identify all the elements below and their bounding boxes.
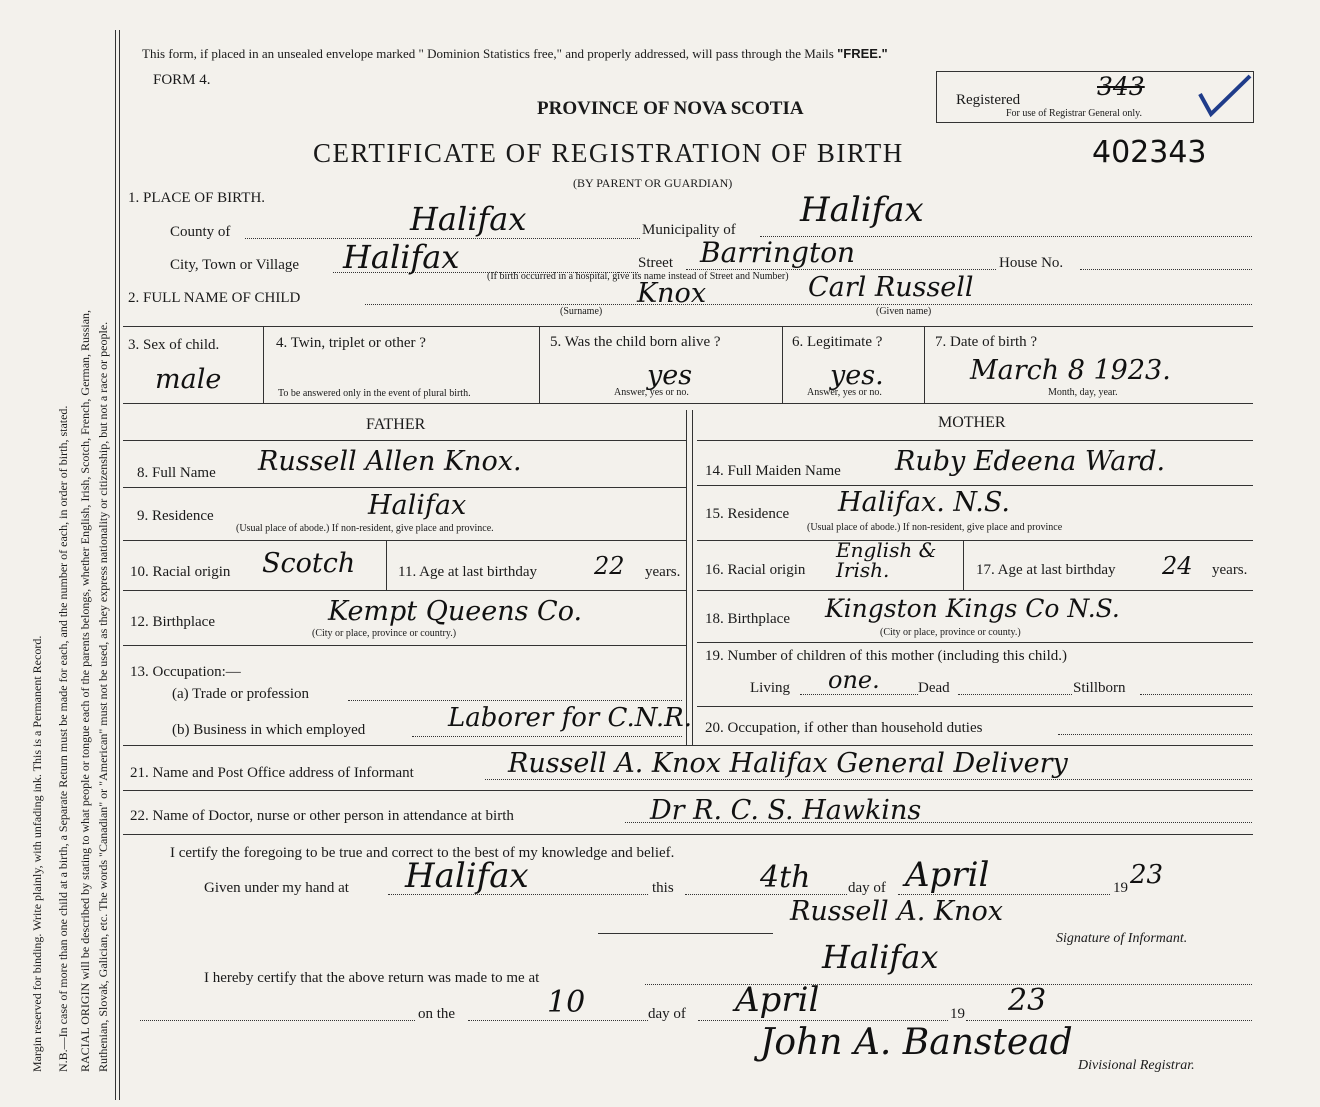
alive-value: yes: [647, 360, 693, 391]
signature-line: [598, 933, 773, 934]
rule: [963, 540, 964, 590]
rule: [263, 326, 264, 403]
certificate-number: 402343: [1092, 135, 1207, 170]
surname-caption: (Surname): [560, 306, 603, 317]
mother-name-label: 14. Full Maiden Name: [705, 463, 841, 479]
mother-birthplace-note: (City or place, province or county.): [880, 627, 1021, 638]
given-day-value: 4th: [760, 860, 811, 895]
margin-note-1: Margin reserved for binding. Write plainly, with unfading ink. This is a Permanent Record.: [30, 635, 44, 1072]
mother-residence-label: 15. Residence: [705, 506, 790, 522]
registrar-year-line: [966, 1020, 1252, 1021]
mother-occupation-line: [1058, 734, 1252, 735]
rule: [123, 540, 686, 541]
rule: [697, 440, 1253, 441]
rule: [123, 440, 686, 441]
this-label: this: [652, 880, 674, 896]
county-value: Halifax: [410, 200, 527, 238]
rule: [123, 326, 1253, 327]
municipality-label: Municipality of: [642, 222, 736, 238]
house-number-label: House No.: [999, 255, 1064, 271]
date-of-birth-note: Month, day, year.: [1048, 387, 1118, 398]
doctor-label: 22. Name of Doctor, nurse or other person in attendance at birth: [130, 808, 514, 824]
father-race-value: Scotch: [262, 548, 356, 579]
given-year-value: 23: [1130, 860, 1164, 890]
registrar-year-value: 23: [1008, 983, 1047, 1018]
registrar-signature: John A. Banstead: [760, 1022, 1073, 1063]
legitimate-value: yes.: [830, 360, 884, 391]
postage-note: This form, if placed in an unsealed envelope marked " Dominion Statistics free," and properly addressed, will pass through the Mails "FREE.": [142, 46, 888, 61]
city-label: City, Town or Village: [170, 257, 300, 273]
father-age-label: 11. Age at last birthday: [398, 564, 537, 580]
registrar-line-2: [140, 1020, 415, 1021]
rule: [697, 540, 1253, 541]
trade-line: [348, 700, 682, 701]
certificate-subtitle: (BY PARENT OR GUARDIAN): [573, 176, 733, 190]
mother-birthplace-value: Kingston Kings Co N.S.: [825, 594, 1120, 623]
registrar-month-value: April: [735, 980, 820, 1020]
certify-statement: I certify the foregoing to be true and correct to the best of my knowledge and belief.: [170, 845, 675, 861]
rule: [539, 326, 540, 403]
registered-number: 343: [1097, 72, 1145, 101]
registrar-dayof-label: day of: [648, 1006, 686, 1022]
registrar-day-line: [468, 1020, 648, 1021]
registrar-use-note: For use of Registrar General only.: [1006, 108, 1142, 119]
legitimate-note: Answer, yes or no.: [807, 387, 882, 398]
registrar-caption: Divisional Registrar.: [1078, 1058, 1195, 1073]
form-number: FORM 4.: [153, 72, 211, 88]
mother-birthplace-label: 18. Birthplace: [705, 611, 790, 627]
rule: [123, 790, 1253, 791]
mother-name-value: Ruby Edeena Ward.: [895, 446, 1166, 477]
street-value: Barrington: [700, 236, 856, 269]
father-residence-value: Halifax: [368, 490, 467, 521]
sex-label: 3. Sex of child.: [128, 337, 220, 353]
county-label: County of: [170, 224, 231, 240]
place-of-birth-label: 1. PLACE OF BIRTH.: [128, 190, 266, 206]
mother-occupation-label: 20. Occupation, if other than household duties: [705, 720, 983, 736]
living-label: Living: [750, 680, 790, 696]
rule: [924, 326, 925, 403]
city-value: Halifax: [343, 238, 460, 276]
rule: [123, 645, 686, 646]
given-label: Given under my hand at: [204, 880, 349, 896]
province-heading: PROVINCE OF NOVA SCOTIA: [537, 98, 804, 119]
rule: [697, 642, 1253, 643]
street-label: Street: [638, 255, 673, 271]
on-the-label: on the: [418, 1006, 456, 1022]
house-number-line: [1080, 269, 1252, 270]
binding-line-2: [119, 30, 120, 1100]
checkmark-icon: [1195, 72, 1255, 122]
father-residence-note: (Usual place of abode.) If non-resident, give place and province.: [236, 523, 494, 534]
registrar-statement: I hereby certify that the above return was made to me at: [204, 970, 540, 986]
margin-note-4: Ruthenian, Slovak, Galician, etc. The words "Canadian" or "American" must not be used, as they express nationality or citizenship, but not a race or people.: [96, 321, 110, 1072]
mother-age-label: 17. Age at last birthday: [976, 562, 1116, 578]
date-of-birth-label: 7. Date of birth ?: [935, 334, 1038, 350]
dead-line: [958, 694, 1072, 695]
children-label: 19. Number of children of this mother (including this child.): [705, 648, 1068, 664]
alive-label: 5. Was the child born alive ?: [550, 334, 721, 350]
margin-note-3: RACIAL ORIGIN will be described by stating to what people or tongue each of the parents belongs, whether English, Irish, Scotch, French, German, Russian,: [78, 309, 92, 1072]
twin-label: 4. Twin, triplet or other ?: [276, 335, 426, 351]
rule: [692, 410, 693, 745]
dayof-label: day of: [848, 880, 886, 896]
registrar-year-prefix: 19: [950, 1006, 965, 1022]
twin-note: To be answered only in the event of plural birth.: [278, 388, 471, 399]
rule: [697, 590, 1253, 591]
father-name-value: Russell Allen Knox.: [258, 446, 522, 477]
legitimate-label: 6. Legitimate ?: [792, 334, 883, 350]
living-line: [800, 694, 918, 695]
rule: [782, 326, 783, 403]
father-age-years: years.: [645, 564, 681, 580]
rule: [697, 485, 1253, 486]
sex-value: male: [155, 364, 222, 395]
hospital-note: (If birth occurred in a hospital, give its name instead of Street and Number): [487, 271, 789, 282]
informant-value: Russell A. Knox Halifax General Delivery: [508, 748, 1068, 779]
rule: [697, 706, 1253, 707]
child-name-label: 2. FULL NAME OF CHILD: [128, 290, 301, 306]
living-value: one.: [828, 666, 880, 694]
business-value: Laborer for C.N.R.: [448, 703, 692, 733]
father-age-value: 22: [594, 552, 625, 580]
stillborn-label: Stillborn: [1073, 680, 1126, 696]
mother-heading: MOTHER: [938, 414, 1006, 431]
rule: [123, 834, 1253, 835]
father-race-label: 10. Racial origin: [130, 564, 231, 580]
child-given-name: Carl Russell: [808, 272, 974, 303]
given-place-value: Halifax: [405, 856, 529, 896]
mother-residence-note: (Usual place of abode.) If non-resident, give place and province: [807, 522, 1063, 533]
rule: [123, 487, 686, 488]
certificate-title: CERTIFICATE OF REGISTRATION OF BIRTH: [313, 138, 904, 168]
child-name-line: [365, 304, 1252, 305]
rule: [386, 540, 387, 590]
date-of-birth-value: March 8 1923.: [970, 355, 1171, 386]
alive-note: Answer, yes or no.: [614, 387, 689, 398]
rule: [686, 410, 687, 745]
registrar-month-line: [698, 1020, 948, 1021]
business-label: (b) Business in which employed: [172, 722, 366, 738]
father-residence-label: 9. Residence: [137, 508, 214, 524]
mother-age-years: years.: [1212, 562, 1248, 578]
father-birthplace-note: (City or place, province or country.): [312, 628, 457, 639]
child-surname: Knox: [637, 278, 707, 309]
informant-line: [485, 779, 1252, 780]
registered-label: Registered: [956, 92, 1021, 108]
mother-race-value: English & Irish.: [836, 538, 937, 582]
signature-caption: Signature of Informant.: [1056, 931, 1188, 946]
year-prefix: 19: [1113, 880, 1128, 896]
street-line: [686, 269, 996, 270]
father-birthplace-value: Kempt Queens Co.: [328, 596, 583, 627]
dead-label: Dead: [918, 680, 950, 696]
registrar-day-value: 10: [547, 985, 586, 1020]
mother-residence-value: Halifax. N.S.: [838, 487, 1010, 518]
father-name-label: 8. Full Name: [137, 465, 216, 481]
father-birthplace-label: 12. Birthplace: [130, 614, 215, 630]
stillborn-line: [1140, 694, 1252, 695]
given-month-value: April: [905, 855, 990, 895]
binding-line: [115, 30, 116, 1100]
father-heading: FATHER: [366, 416, 426, 433]
business-line: [412, 736, 682, 737]
rule: [123, 590, 686, 591]
informant-signature: Russell A. Knox: [790, 896, 1003, 927]
municipality-value: Halifax: [800, 190, 924, 230]
given-name-caption: (Given name): [876, 306, 932, 317]
father-occupation-label: 13. Occupation:—: [130, 664, 241, 680]
mother-age-value: 24: [1162, 552, 1193, 580]
mother-race-label: 16. Racial origin: [705, 562, 806, 578]
margin-note-2: N.B.—In case of more than one child at a birth, a Separate Return must be made for each, and the number of each, in order of birth, stated.: [56, 405, 70, 1072]
registrar-place-value: Halifax: [822, 938, 939, 976]
doctor-value: Dr R. C. S. Hawkins: [650, 795, 922, 826]
rule: [123, 403, 1253, 404]
trade-label: (a) Trade or profession: [172, 686, 310, 702]
informant-label: 21. Name and Post Office address of Informant: [130, 765, 414, 781]
rule: [123, 745, 1253, 746]
